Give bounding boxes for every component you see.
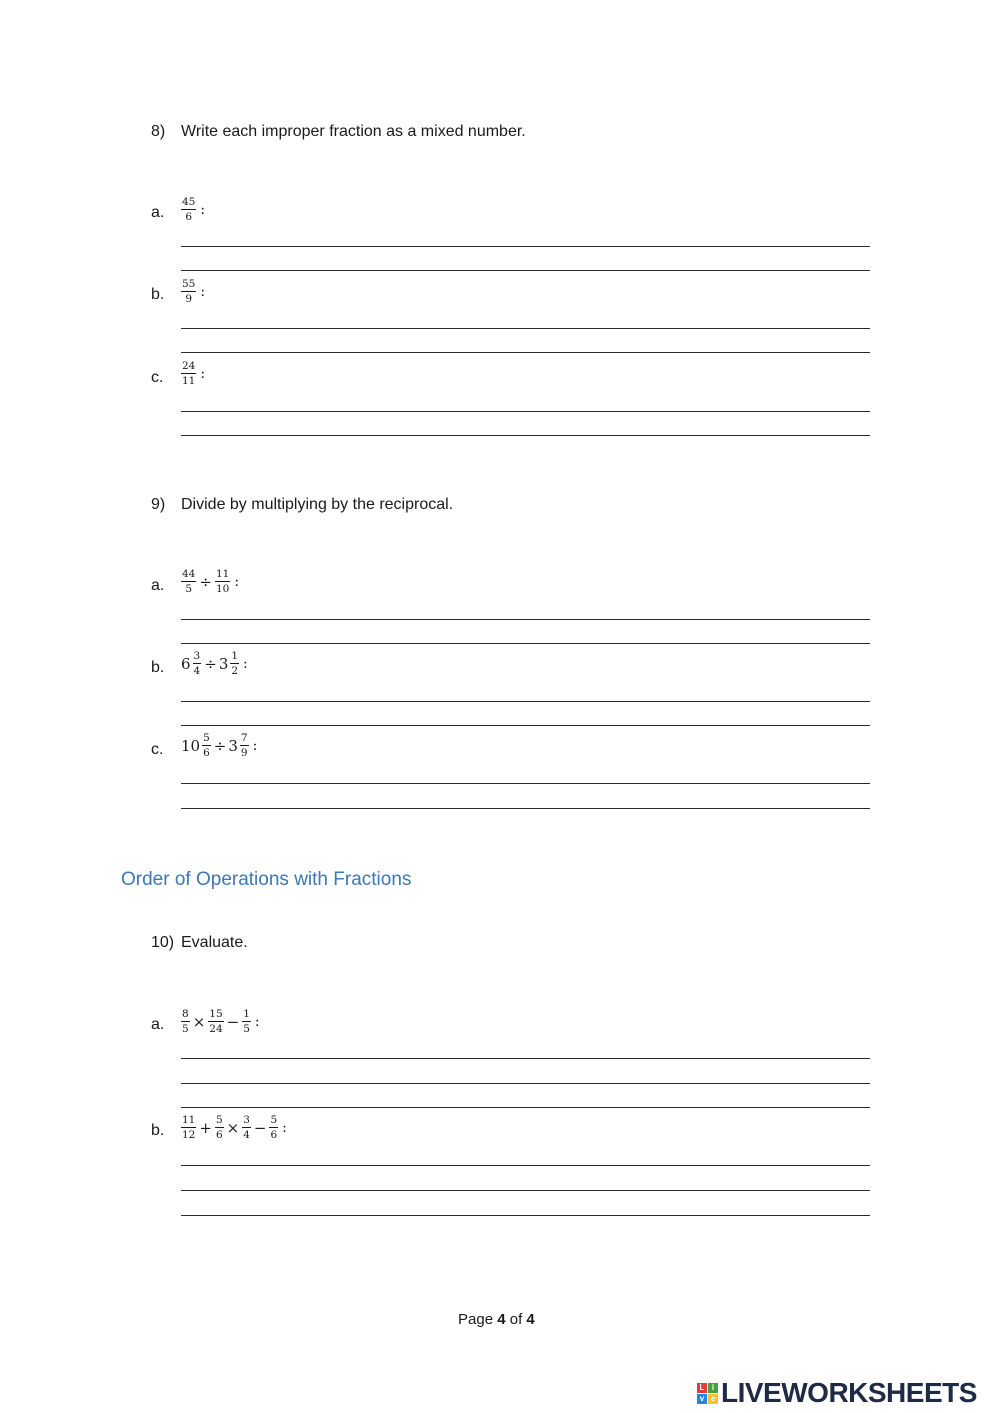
divide-sign: ÷	[204, 654, 217, 673]
divide-sign: ÷	[213, 736, 227, 755]
logo-text: LIVEWORKSHEETS	[721, 1377, 977, 1408]
times-sign: ×	[226, 1118, 240, 1137]
plus-sign: +	[199, 1118, 212, 1137]
answer-line[interactable]	[181, 808, 870, 809]
fraction: $\frac{24}{11}$	[182, 360, 196, 387]
question-8-prompt: 8) Write each improper fraction as a mixed number.	[151, 123, 526, 140]
fraction: $\frac{1}{2}$	[231, 650, 239, 677]
times-sign: ×	[192, 1012, 206, 1031]
item-letter: c.	[151, 369, 164, 386]
page-number: Page 4 of 4	[458, 1311, 535, 1328]
fraction: $\frac{7}{9}$	[240, 732, 248, 759]
fraction: $\frac{5}{6}$	[203, 732, 210, 759]
fraction: $\frac{5}{6}$	[215, 1114, 223, 1141]
fraction-expression: $\frac{55}{9}$ :	[182, 278, 206, 305]
question-9-prompt: 9) Divide by multiplying by the reciprocal.	[151, 496, 454, 513]
item-letter: b.	[151, 1122, 165, 1139]
division-expression: 6 $\frac{3}{4}$ ÷ 3 $\frac{1}{2}$ :	[181, 650, 248, 677]
answer-line[interactable]	[181, 1190, 870, 1191]
item-letter: b.	[151, 659, 165, 676]
answer-line[interactable]	[181, 1165, 870, 1166]
fraction: $\frac{5}{6}$	[270, 1114, 278, 1141]
answer-line[interactable]	[181, 328, 870, 329]
fraction: $\frac{15}{24}$	[209, 1008, 223, 1035]
item-letter: a.	[151, 204, 165, 221]
question-10-prompt: 10) Evaluate.	[151, 934, 248, 951]
section-heading: Order of Operations with Fractions	[121, 869, 412, 890]
liveworksheets-logo	[697, 1377, 977, 1409]
answer-line[interactable]	[181, 1083, 870, 1084]
answer-line[interactable]	[181, 352, 870, 353]
question-number: 10)	[151, 934, 175, 951]
answer-line[interactable]	[181, 1058, 870, 1059]
answer-line[interactable]	[181, 1107, 870, 1108]
fraction: $\frac{44}{5}$	[182, 568, 196, 595]
fraction: $\frac{11}{12}$	[182, 1114, 196, 1141]
question-number: 8)	[151, 123, 166, 140]
fraction: $\frac{3}{4}$	[193, 650, 201, 677]
answer-line[interactable]	[181, 701, 870, 702]
item-letter: a.	[151, 1016, 165, 1033]
fraction-expression: $\frac{24}{11}$ :	[182, 360, 206, 387]
division-expression: 10 $\frac{5}{6}$ ÷ 3 $\frac{7}{9}$ :	[181, 732, 258, 759]
answer-line[interactable]	[181, 725, 870, 726]
answer-line[interactable]	[181, 1215, 870, 1216]
minus-sign: −	[226, 1012, 240, 1031]
fraction: $\frac{55}{9}$	[182, 278, 196, 305]
evaluate-expression: $\frac{11}{12}$ + $\frac{5}{6}$ × $\frac{3}{4}$ − $\frac{5}{6}$ :	[182, 1114, 287, 1141]
question-number: 9)	[151, 496, 166, 513]
fraction: $\frac{45}{6}$	[182, 196, 196, 223]
answer-line[interactable]	[181, 783, 870, 784]
fraction: $\frac{3}{4}$	[243, 1114, 250, 1141]
answer-line[interactable]	[181, 411, 870, 412]
logo-icon: L i v e	[697, 1383, 718, 1404]
answer-line[interactable]	[181, 619, 870, 620]
fraction: $\frac{8}{5}$	[182, 1008, 189, 1035]
fraction: $\frac{1}{5}$	[243, 1008, 250, 1035]
item-letter: a.	[151, 577, 165, 594]
fraction: $\frac{11}{10}$	[215, 568, 230, 595]
item-letter: b.	[151, 286, 165, 303]
answer-line[interactable]	[181, 435, 870, 436]
fraction-expression: $\frac{45}{6}$ :	[182, 196, 206, 223]
answer-line[interactable]	[181, 270, 870, 271]
item-letter: c.	[151, 741, 164, 758]
evaluate-expression: $\frac{8}{5}$ × $\frac{15}{24}$ − $\frac{1}{5}$ :	[182, 1008, 260, 1035]
divide-sign: ÷	[199, 572, 212, 591]
minus-sign: −	[253, 1118, 267, 1137]
answer-line[interactable]	[181, 643, 870, 644]
answer-line[interactable]	[181, 246, 870, 247]
division-expression: $\frac{44}{5}$ ÷ $\frac{11}{10}$ :	[182, 568, 240, 595]
